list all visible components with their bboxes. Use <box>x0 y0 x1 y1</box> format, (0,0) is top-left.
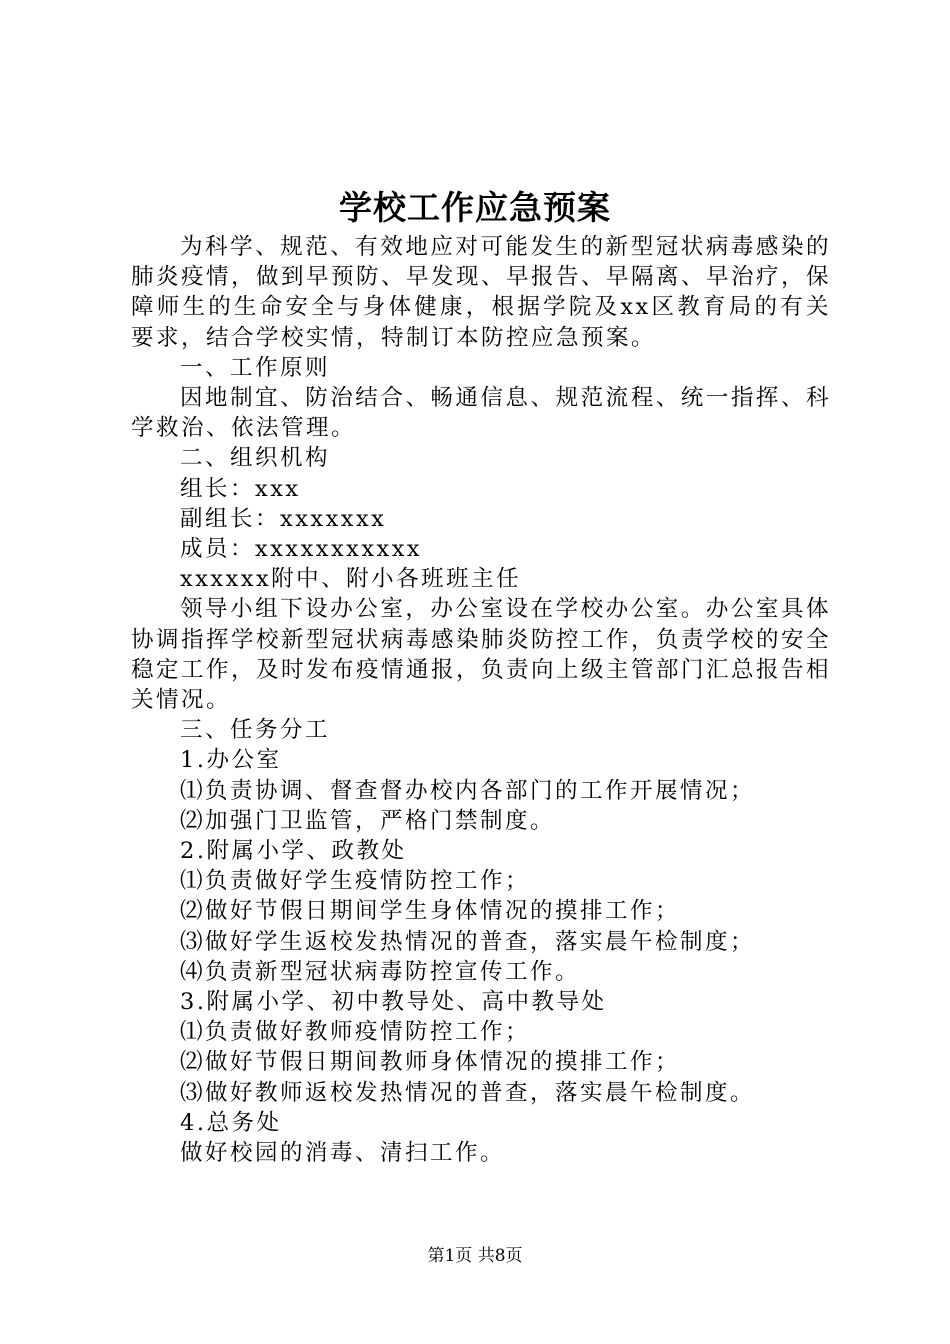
document-title: 学校工作应急预案 <box>339 188 611 227</box>
paragraph-class-teachers: xxxxxx附中、附小各班班主任 <box>180 566 522 593</box>
paragraph-principles: 因地制宜、防治结合、畅通信息、规范流程、统一指挥、科学救治、依法管理。 <box>131 385 831 442</box>
paragraph-office: 领导小组下设办公室，办公室设在学校办公室。办公室具体协调指挥学校新型冠状病毒感染肺炎防控工作，负责学校的安全稳定工作，及时发布疫情通报，负责向上级主管部门汇总报告相关情况。 <box>131 596 832 714</box>
list-item: ⑵做好节假日期间学生身体情况的摸排工作； <box>180 898 681 925</box>
list-item: ⑵加强门卫监管，严格门禁制度。 <box>180 807 556 834</box>
list-item: ⑷负责新型冠状病毒防控宣传工作。 <box>180 958 581 985</box>
paragraph-intro: 为科学、规范、有效地应对可能发生的新型冠状病毒感染的肺炎疫情，做到早预防、早发现、早报告、早隔离、早治疗，保障师生的生命安全与身体健康，根据学院及xx区教育局的有关要求，结合学校实情，特制订本防控应急预案。 <box>131 234 832 351</box>
list-item: ⑴负责做好学生疫情防控工作； <box>180 868 531 895</box>
heading-task-division: 三、任务分工 <box>180 717 331 744</box>
paragraph-deputy-leader: 副组长：xxxxxxx <box>180 505 387 532</box>
list-item: ⑶做好学生返校发热情况的普查，落实晨午检制度； <box>180 928 756 955</box>
list-item: ⑴负责协调、督查督办校内各部门的工作开展情况； <box>180 777 756 804</box>
subheading-office: 1.办公室 <box>180 747 282 774</box>
subheading-general-affairs: 4.总务处 <box>180 1109 282 1136</box>
list-item: ⑶做好教师返校发热情况的普查，落实晨午检制度。 <box>180 1079 756 1106</box>
page-number: 第1页 共8页 <box>427 1246 523 1266</box>
document-body <box>131 232 831 1168</box>
paragraph-disinfection: 做好校园的消毒、清扫工作。 <box>180 1140 506 1167</box>
list-item: ⑵做好节假日期间教师身体情况的摸排工作； <box>180 1049 681 1076</box>
paragraph-team-leader: 组长：xxx <box>180 475 301 502</box>
heading-work-principles: 一、工作原则 <box>180 354 331 381</box>
subheading-primary-school: 2.附属小学、政教处 <box>180 838 407 865</box>
paragraph-members: 成员：xxxxxxxxxxx <box>180 536 423 563</box>
list-item: ⑴负责做好教师疫情防控工作； <box>180 1019 531 1046</box>
heading-organization: 二、组织机构 <box>180 445 331 472</box>
subheading-academic-affairs: 3.附属小学、初中教导处、高中教导处 <box>180 989 607 1016</box>
